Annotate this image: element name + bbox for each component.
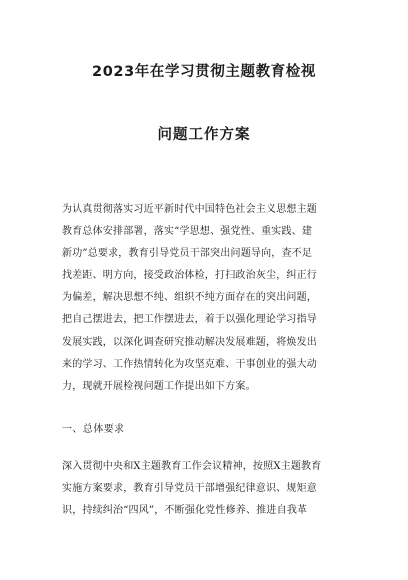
paragraph-line: 找差距、明方向，接受政治体检，打扫政治灰尘，纠正行 (62, 270, 317, 282)
paragraph-line: 新功”总要求，教育引导党员干部突出问题导向，查不足 (62, 248, 313, 260)
paragraph-line: 发展实践，以深化调查研究推动解决发展难题，将焕发出 (62, 336, 317, 348)
paragraph-line: 识，持续纠治“四风”，不断强化党性修养、推进自我革 (62, 505, 308, 517)
section-heading: 一、总体要求 (62, 424, 125, 435)
paragraph-line: 实施方案要求，教育引导党员干部增强纪律意识、规矩意 (62, 483, 317, 495)
paragraph-line: 为认真贯彻落实习近平新时代中国特色社会主义思想主题 (62, 204, 317, 215)
section-paragraph (62, 456, 352, 522)
paragraph-line: 来的学习、工作热情转化为攻坚克难、干事创业的强大动 (62, 358, 317, 370)
paragraph-line: 力，现就开展检视问题工作提出如下方案。 (62, 380, 256, 392)
paragraph-line: 深入贯彻中央和X主题教育工作会议精神，按照X主题教育 (62, 461, 322, 472)
document-title-line1: 2023年在学习贯彻主题教育检视 (92, 64, 316, 80)
paragraph-line: 为偏差，解决思想不纯、组织不纯方面存在的突出问题， (62, 292, 317, 304)
paragraph-line: 把自己摆进去，把工作摆进去，着于以强化理论学习指导 (62, 314, 317, 326)
document-title-line2: 问题工作方案 (157, 127, 251, 143)
paragraph-line: 教育总体安排部署，落实“学思想、强党性、重实践、建 (62, 226, 313, 238)
intro-paragraph (62, 199, 352, 398)
